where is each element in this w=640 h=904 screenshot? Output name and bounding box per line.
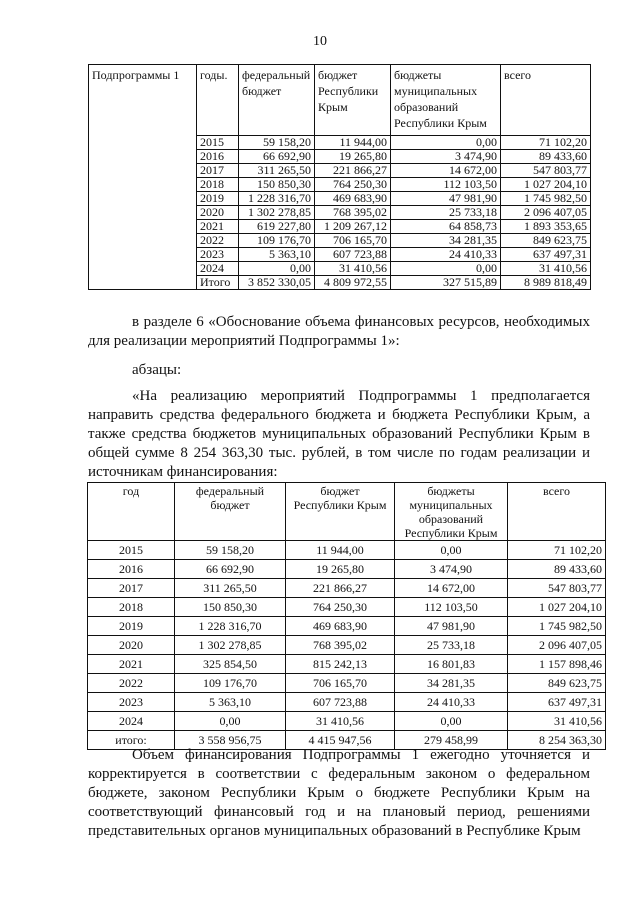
table2-cell: 2024 xyxy=(88,712,175,731)
table1-cell: 2019 xyxy=(197,192,239,206)
table2-cell: 71 102,20 xyxy=(508,541,606,560)
table1-cell: 221 866,27 xyxy=(315,164,391,178)
table2-cell: 2018 xyxy=(88,598,175,617)
table2-cell: итого: xyxy=(88,731,175,750)
table2-cell: 0,00 xyxy=(175,712,286,731)
table2-cell: 849 623,75 xyxy=(508,674,606,693)
table1-cell: 4 809 972,55 xyxy=(315,276,391,290)
table1-cell: 0,00 xyxy=(239,262,315,276)
table1-cell: 311 265,50 xyxy=(239,164,315,178)
table2-row xyxy=(88,674,606,693)
table1-cell: 47 981,90 xyxy=(391,192,501,206)
table2-cell: 2022 xyxy=(88,674,175,693)
table2-cell: 1 228 316,70 xyxy=(175,617,286,636)
table2-cell: 4 415 947,56 xyxy=(286,731,395,750)
table2-row xyxy=(88,693,606,712)
table2-cell: 221 866,27 xyxy=(286,579,395,598)
table1-cell: 2015 xyxy=(197,136,239,150)
table1-cell: 0,00 xyxy=(391,136,501,150)
table2-cell: 112 103,50 xyxy=(395,598,508,617)
table2-cell: 0,00 xyxy=(395,712,508,731)
table1-cell: 1 209 267,12 xyxy=(315,220,391,234)
table1-cell: 66 692,90 xyxy=(239,150,315,164)
funding-paragraph: «На реализацию мероприятий Подпрограммы 1 предполагается направить средства федерального бюджета и бюджета Республики Крым, а также средства бюджетов муниципальных образований Республики Крым в общей сумме 8 254 363,30 тыс. рублей, в том числе по годам реализации и источникам финансирования: xyxy=(88,388,590,480)
table2-header-cell: всего xyxy=(508,483,606,541)
funding-table-1 xyxy=(88,64,591,290)
funding-table-2 xyxy=(87,482,606,750)
table2-header-row xyxy=(88,483,606,541)
table2-cell: 47 981,90 xyxy=(395,617,508,636)
table2-cell: 469 683,90 xyxy=(286,617,395,636)
table1-cell: 24 410,33 xyxy=(391,248,501,262)
table1-cell: Итого xyxy=(197,276,239,290)
table1-cell: 2021 xyxy=(197,220,239,234)
table1-cell: 2017 xyxy=(197,164,239,178)
table2-header-cell: бюджеты муниципальных образований Республики Крым xyxy=(395,483,508,541)
table1-cell: 150 850,30 xyxy=(239,178,315,192)
table2-cell: 279 458,99 xyxy=(395,731,508,750)
table1-cell: 34 281,35 xyxy=(391,234,501,248)
table2-cell: 31 410,56 xyxy=(508,712,606,731)
table2-row xyxy=(88,579,606,598)
table1-cell: 637 497,31 xyxy=(501,248,591,262)
table1-cell: 71 102,20 xyxy=(501,136,591,150)
table1-cell: 469 683,90 xyxy=(315,192,391,206)
table2-cell: 2 096 407,05 xyxy=(508,636,606,655)
table2-cell: 311 265,50 xyxy=(175,579,286,598)
table2-cell: 66 692,90 xyxy=(175,560,286,579)
table1-cell: 3 474,90 xyxy=(391,150,501,164)
table2-cell: 31 410,56 xyxy=(286,712,395,731)
table1-cell: 89 433,60 xyxy=(501,150,591,164)
table2-cell: 2015 xyxy=(88,541,175,560)
table2-cell: 150 850,30 xyxy=(175,598,286,617)
table2-row xyxy=(88,655,606,674)
table2-cell: 768 395,02 xyxy=(286,636,395,655)
table1-cell: 64 858,73 xyxy=(391,220,501,234)
table2-cell: 2017 xyxy=(88,579,175,598)
table2-cell: 706 165,70 xyxy=(286,674,395,693)
table2-cell: 2021 xyxy=(88,655,175,674)
table1-cell: 31 410,56 xyxy=(315,262,391,276)
table2-cell: 1 027 204,10 xyxy=(508,598,606,617)
table2-cell: 3 558 956,75 xyxy=(175,731,286,750)
table2-cell: 3 474,90 xyxy=(395,560,508,579)
table1-cell: 706 165,70 xyxy=(315,234,391,248)
table2-row xyxy=(88,541,606,560)
table2-cell: 325 854,50 xyxy=(175,655,286,674)
table1-cell: 764 250,30 xyxy=(315,178,391,192)
table1-cell: 11 944,00 xyxy=(315,136,391,150)
table1-cell: 849 623,75 xyxy=(501,234,591,248)
table2-cell: 637 497,31 xyxy=(508,693,606,712)
table2-header-cell: год xyxy=(88,483,175,541)
page-number: 10 xyxy=(313,34,327,49)
table2-cell: 2019 xyxy=(88,617,175,636)
table2-header-cell: федеральный бюджет xyxy=(175,483,286,541)
table1-cell: 619 227,80 xyxy=(239,220,315,234)
table1-cell: 59 158,20 xyxy=(239,136,315,150)
table1-cell: 2023 xyxy=(197,248,239,262)
table2-cell: 109 176,70 xyxy=(175,674,286,693)
table1-cell: 0,00 xyxy=(391,262,501,276)
table1-cell: 607 723,88 xyxy=(315,248,391,262)
table2-cell: 89 433,60 xyxy=(508,560,606,579)
table1-cell: 112 103,50 xyxy=(391,178,501,192)
table1-header-cell: бюджет Республики Крым xyxy=(315,65,391,136)
table2-cell: 1 745 982,50 xyxy=(508,617,606,636)
table1-cell: 31 410,56 xyxy=(501,262,591,276)
table2-cell: 5 363,10 xyxy=(175,693,286,712)
table1-cell: 327 515,89 xyxy=(391,276,501,290)
table2-cell: 14 672,00 xyxy=(395,579,508,598)
table1-cell: 2020 xyxy=(197,206,239,220)
table2-cell: 607 723,88 xyxy=(286,693,395,712)
table2-cell: 1 157 898,46 xyxy=(508,655,606,674)
paragraphs-label: абзацы: xyxy=(132,362,182,378)
table2-cell: 764 250,30 xyxy=(286,598,395,617)
table2-cell: 25 733,18 xyxy=(395,636,508,655)
table2-cell: 8 254 363,30 xyxy=(508,731,606,750)
table2-row xyxy=(88,617,606,636)
table1-cell: 3 852 330,05 xyxy=(239,276,315,290)
table2-cell: 2023 xyxy=(88,693,175,712)
table1-cell: 19 265,80 xyxy=(315,150,391,164)
table1-header-cell: всего xyxy=(501,65,591,136)
table1-cell: 2 096 407,05 xyxy=(501,206,591,220)
table1-cell: 1 302 278,85 xyxy=(239,206,315,220)
table2-cell: 1 302 278,85 xyxy=(175,636,286,655)
table2-header-cell: бюджет Республики Крым xyxy=(286,483,395,541)
table1-header-cell: бюджеты муниципальных образований Республики Крым xyxy=(391,65,501,136)
table1-header-cell: годы. xyxy=(197,65,239,136)
table2-cell: 547 803,77 xyxy=(508,579,606,598)
table1-cell: 1 228 316,70 xyxy=(239,192,315,206)
table1-cell: 2024 xyxy=(197,262,239,276)
table2-cell: 59 158,20 xyxy=(175,541,286,560)
table1-cell: 25 733,18 xyxy=(391,206,501,220)
table2-cell: 2016 xyxy=(88,560,175,579)
table2-row xyxy=(88,712,606,731)
table1-cell: 109 176,70 xyxy=(239,234,315,248)
table2-cell: 815 242,13 xyxy=(286,655,395,674)
table2-cell: 19 265,80 xyxy=(286,560,395,579)
table1-header-row xyxy=(89,65,591,136)
table1-cell: 2022 xyxy=(197,234,239,248)
table1-cell: 8 989 818,49 xyxy=(501,276,591,290)
table1-subprogram-label: Подпрограммы 1 xyxy=(89,65,197,290)
table1-cell: 5 363,10 xyxy=(239,248,315,262)
table2-cell: 11 944,00 xyxy=(286,541,395,560)
table1-cell: 14 672,00 xyxy=(391,164,501,178)
table1-cell: 2016 xyxy=(197,150,239,164)
table2-row xyxy=(88,636,606,655)
table1-cell: 547 803,77 xyxy=(501,164,591,178)
table2-cell: 0,00 xyxy=(395,541,508,560)
section-6-heading: в разделе 6 «Обоснование объема финансовых ресурсов, необходимых для реализации мероприятий Подпрограммы 1»: xyxy=(88,314,590,349)
table1-cell: 1 893 353,65 xyxy=(501,220,591,234)
table1-header-cell: федеральный бюджет xyxy=(239,65,315,136)
table2-cell: 2020 xyxy=(88,636,175,655)
table2-cell: 16 801,83 xyxy=(395,655,508,674)
table2-cell: 34 281,35 xyxy=(395,674,508,693)
table1-cell: 2018 xyxy=(197,178,239,192)
table2-row xyxy=(88,560,606,579)
table1-cell: 1 027 204,10 xyxy=(501,178,591,192)
table2-cell: 24 410,33 xyxy=(395,693,508,712)
table1-cell: 1 745 982,50 xyxy=(501,192,591,206)
table2-row xyxy=(88,598,606,617)
closing-paragraph: Объем финансирования Подпрограммы 1 ежегодно уточняется и корректируется в соответствии с федеральным законом о федеральном бюджете, законом Республики Крым о бюджете Республики Крым на соответствующий финансовый год и на плановый период, решениями представительных органов муниципальных образований в Республике Крым xyxy=(88,747,590,839)
table1-cell: 768 395,02 xyxy=(315,206,391,220)
